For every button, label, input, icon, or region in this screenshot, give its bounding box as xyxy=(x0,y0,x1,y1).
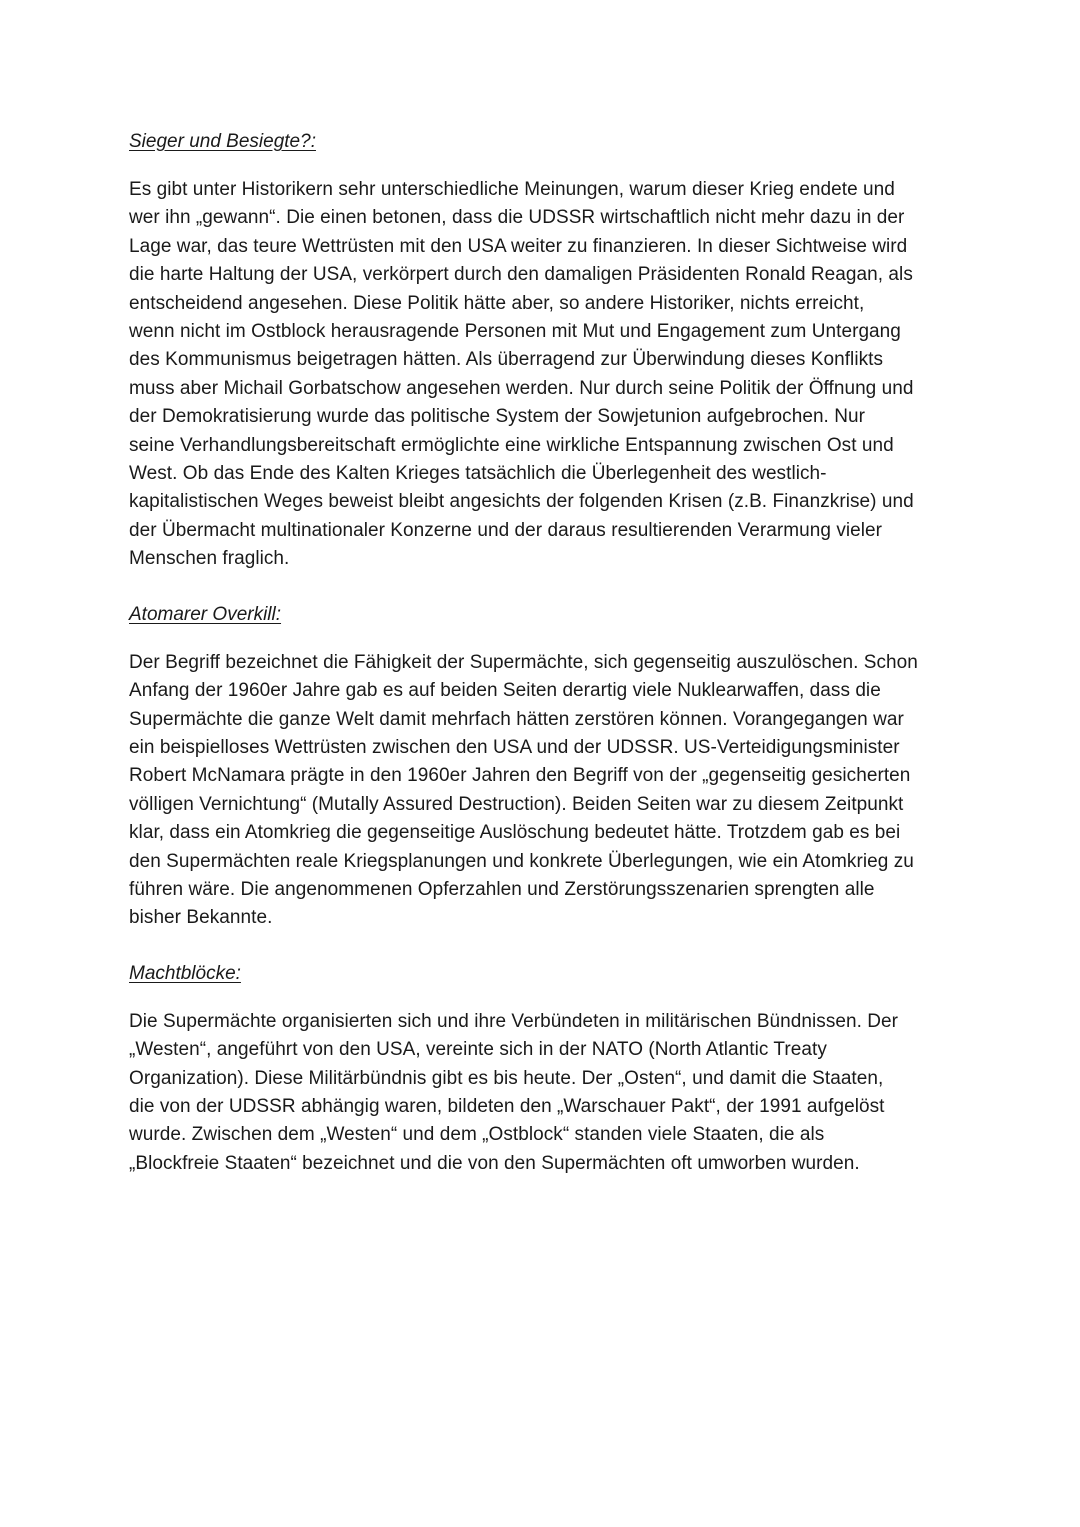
paragraph-line: „Westen“, angeführt von den USA, vereinte sich in der NATO (North Atlantic Treaty xyxy=(129,1039,827,1061)
paragraph-line: klar, dass ein Atomkrieg die gegenseitige Auslöschung bedeutet hätte. Trotzdem gab es bei xyxy=(129,822,901,844)
paragraph-line: Organization). Diese Militärbündnis gibt es bis heute. Der „Osten“, und damit die Staaten, xyxy=(129,1067,884,1089)
paragraph-line: muss aber Michail Gorbatschow angesehen werden. Nur durch seine Politik der Öffnung und xyxy=(129,377,914,399)
paragraph-line: Es gibt unter Historikern sehr unterschiedliche Meinungen, warum dieser Krieg endete und xyxy=(129,179,895,200)
paragraph-line: wurde. Zwischen dem „Westen“ und dem „Ostblock“ standen viele Staaten, die als xyxy=(129,1124,825,1146)
paragraph-line: bisher Bekannte. xyxy=(129,907,273,929)
section-paragraph xyxy=(129,649,959,933)
paragraph-line: Der Begriff bezeichnet die Fähigkeit der Supermächte, sich gegenseitig auszulöschen. Schon xyxy=(129,651,918,673)
paragraph-line: ein beispielloses Wettrüsten zwischen den USA und der UDSSR. US-Verteidigungsminister xyxy=(129,736,900,758)
paragraph-line: Supermächte die ganze Welt damit mehrfach hätten zerstören können. Vorangegangen war xyxy=(129,708,904,730)
paragraph-line: Die Supermächte organisierten sich und ihre Verbündeten in militärischen Bündnissen. Der xyxy=(129,1010,899,1032)
paragraph-line: die von der UDSSR abhängig waren, bildeten den „Warschauer Pakt“, der 1991 aufgelöst xyxy=(129,1095,885,1117)
paragraph-line: der Demokratisierung wurde das politische System der Sowjetunion aufgebrochen. Nur xyxy=(129,406,865,428)
section-heading: Sieger und Besiegte?: xyxy=(129,131,316,152)
paragraph-line: West. Ob das Ende des Kalten Krieges tatsächlich die Überlegenheit des westlich- xyxy=(129,463,827,485)
paragraph-line: Lage war, das teure Wettrüsten mit den USA weiter zu finanzieren. In dieser Sichtweise wird xyxy=(129,235,908,257)
paragraph-line: seine Verhandlungsbereitschaft ermöglichte eine wirkliche Entspannung zwischen Ost und xyxy=(129,434,894,456)
paragraph-line: die harte Haltung der USA, verkörpert durch den damaligen Präsidenten Ronald Reagan, als xyxy=(129,264,913,286)
paragraph-line: des Kommunismus beigetragen hätten. Als überragend zur Überwindung dieses Konflikts xyxy=(129,349,884,371)
section-paragraph xyxy=(129,1008,959,1178)
paragraph-line: führen wäre. Die angenommenen Opferzahlen und Zerstörungsszenarien sprengten alle xyxy=(129,878,875,900)
section-machtbloecke xyxy=(129,960,959,1178)
paragraph-line: der Übermacht multinationaler Konzerne und der daraus resultierenden Verarmung vieler xyxy=(129,519,883,541)
section-heading: Atomarer Overkill: xyxy=(129,603,282,625)
paragraph-line: wenn nicht im Ostblock herausragende Personen mit Mut und Engagement zum Untergang xyxy=(129,321,901,343)
section-paragraph xyxy=(129,176,959,574)
section-heading: Machtblöcke: xyxy=(129,962,241,984)
section-sieger-und-besiegte xyxy=(129,128,959,574)
paragraph-line: Menschen fraglich. xyxy=(129,548,290,570)
paragraph-line: den Supermächten reale Kriegsplanungen und konkrete Überlegungen, wie ein Atomkrieg zu xyxy=(129,850,914,872)
section-atomarer-overkill xyxy=(129,601,959,933)
paragraph-line: „Blockfreie Staaten“ bezeichnet und die von den Supermächten oft umworben wurden. xyxy=(129,1152,860,1174)
paragraph-line: entscheidend angesehen. Diese Politik hätte aber, so andere Historiker, nichts erreicht, xyxy=(129,292,865,314)
paragraph-line: wer ihn „gewann“. Die einen betonen, dass die UDSSR wirtschaftlich nicht mehr dazu in der xyxy=(129,207,905,229)
paragraph-line: völligen Vernichtung“ (Mutally Assured Destruction). Beiden Seiten war zu diesem Zeitpunkt xyxy=(129,793,904,815)
paragraph-line: Anfang der 1960er Jahre gab es auf beiden Seiten derartig viele Nuklearwaffen, dass die xyxy=(129,680,881,702)
paragraph-line: Robert McNamara prägte in den 1960er Jahren den Begriff von der „gegenseitig gesicherten xyxy=(129,765,911,787)
document-page xyxy=(129,128,959,1205)
paragraph-line: kapitalistischen Weges beweist bleibt angesichts der folgenden Krisen (z.B. Finanzkrise) und xyxy=(129,491,914,513)
